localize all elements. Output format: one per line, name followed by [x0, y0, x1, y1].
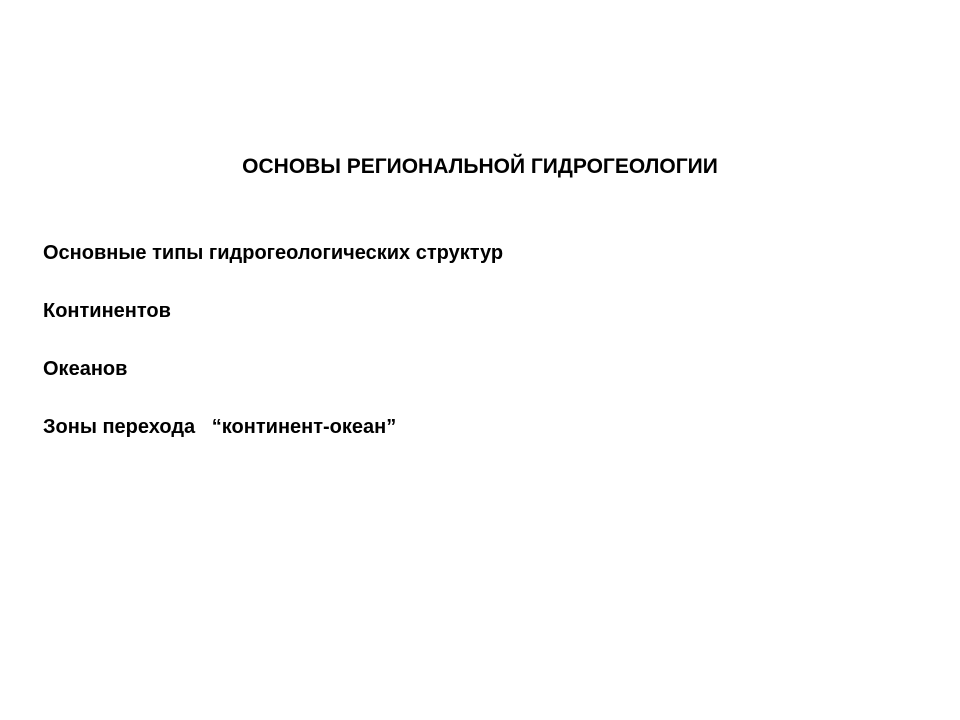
- list-item: Континентов: [43, 300, 171, 322]
- list-item: Океанов: [43, 358, 128, 380]
- slide-title: ОСНОВЫ РЕГИОНАЛЬНОЙ ГИДРОГЕОЛОГИИ: [242, 155, 718, 178]
- list-item: Зоны перехода “континент-океан”: [43, 416, 397, 438]
- list-item: Основные типы гидрогеологических структур: [43, 242, 504, 264]
- slide-bullet-list: [43, 239, 503, 471]
